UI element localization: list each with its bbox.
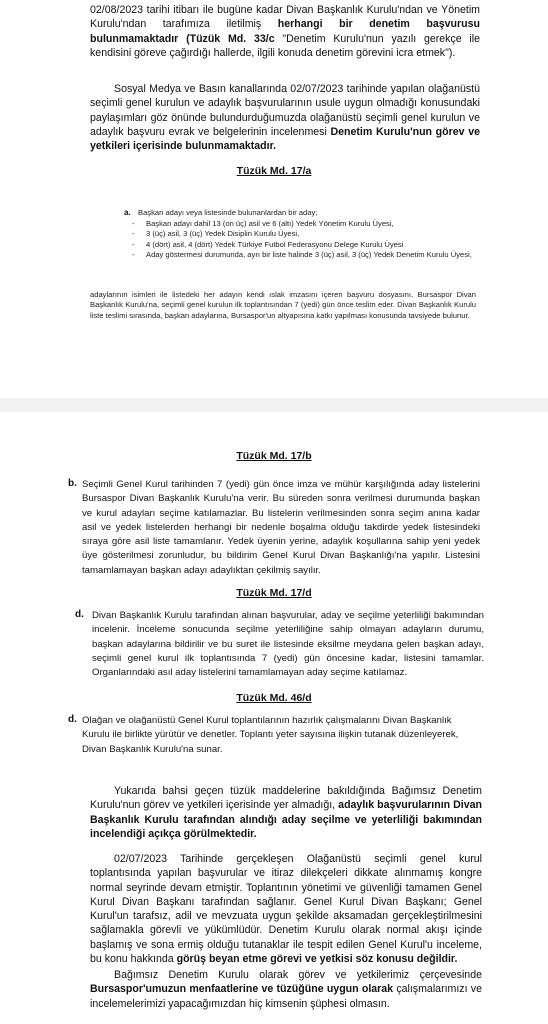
article-b-text: Seçimli Genel Kurul tarihinden 7 (yedi) gün önce imza ve mühür karşılığında aday listelerini Bursaspor Divan Başkanlık Kurulu'na verir. Bu süreden sonra verilmesi durumunda başkan ve kurul adayları seçime katılamazlar. Bu listelerin verilmesinden sonra seçim anına kadar asil ve yedek listelerden herhangi bir nedenle boşalma olduğu takdirde yedek listesindeki sıraya göre asil liste tamamlanır. Yedek üyenin yerine, adaylık koşullarına sahip yeni yedek üye gösterilmesi zorunludur, bu bildirim Genel Kurul Divan Başkanlığı'na yapılır. Listesini tamamlamayan başkan adayı adaylıktan çekilmiş sayılır.	[82, 479, 480, 576]
social-media-text: Sosyal Medya ve Basın kanallarında 02/07/2023 tarihinde yapılan olağanüstü seçimli genel kurulun ve adaylık başvurularının usule uygun olmadığı konusundaki paylaşımları göz önünde bulundurduğumuzda olağanüstü seçimli genel kurulun ve adaylık başvuru evrak ve belgelerinin incelenmesi	[90, 83, 480, 138]
final-paragraph	[90, 968, 482, 1011]
article-a-list	[132, 219, 482, 261]
dash-mark: -	[132, 250, 135, 260]
article-d-text: Divan Başkanlık Kurulu tarafından alınan başvurular, aday ve seçilme yeterliliği bakımından incelenir. İnceleme sonucunda seçilme yeterliliğine sahip olmayan adayların durumu, başkan adaylarına bildirilir ve bu suret ile listesinde eksilme meydana gelen başkan adayı, seçimli genel kurul ilk toplantısında 7 (yedi) gün öncesine kadar, listesini tamamlar. Organlarındaki asıl aday listelerini tamamlamayan aday seçime katılamaz.	[92, 610, 484, 679]
final-bold-text: Bursaspor'umuzun menfaatlerine ve tüzüğüne uygun olarak	[90, 983, 394, 996]
article-d-letter: d.	[75, 609, 84, 620]
intro-text: 02/08/2023 tarihi itibarı ile bugüne kadar Divan Başkanlık Kurulu'ndan ve Yönetim Kurulu'ndan tarafımıza iletilmiş	[90, 4, 480, 31]
heading-tuzuk-17b: Tüzük Md. 17/b	[236, 450, 312, 462]
dash-mark: -	[132, 219, 135, 228]
heading-tuzuk-17a: Tüzük Md. 17/a	[236, 165, 312, 177]
list-item-text: 4 (dört) asil, 4 (dört) Yedek Türkiye Futbol Federasyonu Delege Kurulu Üyesi	[146, 239, 404, 249]
article-46d-text: Olağan ve olağanüstü Genel Kurul toplantılarının hazırlık çalışmalarını Divan Başkanlık Kurulu ile birlikte yürütür ve denetler. Toplantı yeter sayısına ilişkin tutanak düzenleyerek, Divan Başkanlık Kurulu'na sunar.	[82, 715, 459, 755]
conclusion-paragraph	[90, 784, 482, 841]
document-page-1	[0, 0, 548, 398]
final-text: Bağımsız Denetim Kurulu olarak görev ve yetkilerimiz çerçevesinde	[114, 969, 482, 981]
article-b-letter: b.	[68, 478, 77, 489]
intro-paragraph	[90, 3, 480, 60]
article-a-closing: adaylarının isimleri ile listedeki her adayın kendi ıslak imzasını içeren başvuru dosyasını, Bursaspor Divan Başkanlık Kurulu'na, seçimli genel kurulun ilk toplantısından 7 (yedi) gün önce teslim eder. Divan Başkanlık Kurulu liste teslimi sırasında, başkan adaylarına, Bursaspor'un altyapısına katkı yapılması konusunda tavsiyede bulunur.	[90, 290, 476, 320]
document-page-2	[0, 412, 548, 1024]
dash-mark: -	[132, 239, 135, 249]
heading-tuzuk-46d: Tüzük Md. 46/d	[236, 692, 312, 704]
article-a-letter: a.	[124, 208, 131, 217]
general-assembly-paragraph	[90, 852, 482, 966]
heading-tuzuk-17d: Tüzük Md. 17/d	[236, 587, 312, 599]
conclusion-text: Yukarıda bahsi geçen tüzük maddelerine bakıldığında Bağımsız Denetim Kurulu'nun görev ve yetkileri içerisinde yer almadığı,	[90, 785, 482, 812]
conclusion-bold-text: adaylık başvurularının Divan Başkanlık Kurulu tarafından alındığı aday seçilme ve yeterliliği bakımından incelendiği açıkça görülmektedir.	[90, 799, 482, 840]
article-a-intro: Başkan adayı veya listesinde bulunanlardan bir aday;	[138, 208, 318, 217]
intro-rest-text: "Denetim Kurulu'nun yazılı gerekçe ile kendisini göreve çağırdığı hallerde, ilgili konuda denetim görevini icra etmek").	[90, 32, 480, 59]
list-item	[132, 219, 482, 229]
list-item	[132, 229, 482, 239]
list-item-text: 3 (üç) asil, 3 (üç) Yedek Disiplin Kurulu Üyesi,	[146, 229, 300, 239]
final-text-end: çalışmalarımızı ve incelemelerimizi yapacağımızdan hiç kimsenin şüphesi olmasın.	[90, 983, 482, 1010]
social-media-bold-text: Denetim Kurulu'nun görev ve yetkileri içerisinde bulunmamaktadır.	[90, 125, 480, 153]
general-assembly-bold-text: görüş beyan etme görevi ve yetkisi söz konusu değildir.	[176, 953, 458, 966]
list-item	[132, 250, 482, 260]
list-item-text: Başkan adayı dahil 13 (on üç) asil ve 6 (altı) Yedek Yönetim Kurulu Üyesi,	[146, 219, 394, 228]
intro-bold-text: herhangi bir denetim başvurusu bulunmamaktadır (Tüzük Md. 33/c	[90, 18, 480, 45]
article-46d-letter: d.	[68, 714, 77, 725]
list-item-text: Aday göstermesi durumunda, ayrı bir liste halinde 3 (üç) asil, 3 (üç) Yedek Denetim Kurulu Üyesi,	[146, 250, 472, 260]
list-item	[132, 240, 482, 250]
social-media-paragraph	[90, 82, 480, 153]
dash-mark: -	[132, 229, 135, 239]
general-assembly-text: 02/07/2023 Tarihinde gerçekleşen Olağanüstü seçimli genel kurul toplantısında yapılan başvurular ve itiraz dilekçeleri dikkate alınmamış kongre normal seyrinde devam etmiştir. Toplantının yönetimi ve güvenliği tamamen Genel Kurul Divan Başkanı tarafından sağlanır. Genel Kurul Divan Başkanı; Genel Kurul'un tarafsız, adil ve mevzuata uygun şekilde aksamadan gerçekleştirilmesini sağlamakla görevli ve yükümlüdür. Denetim Kurulu olarak normal akışı içinde başlamış ve sona ermiş olduğu tutanaklar ile tespit edilen Genel Kurul'u inceleme, bu konu hakkında	[90, 853, 482, 966]
